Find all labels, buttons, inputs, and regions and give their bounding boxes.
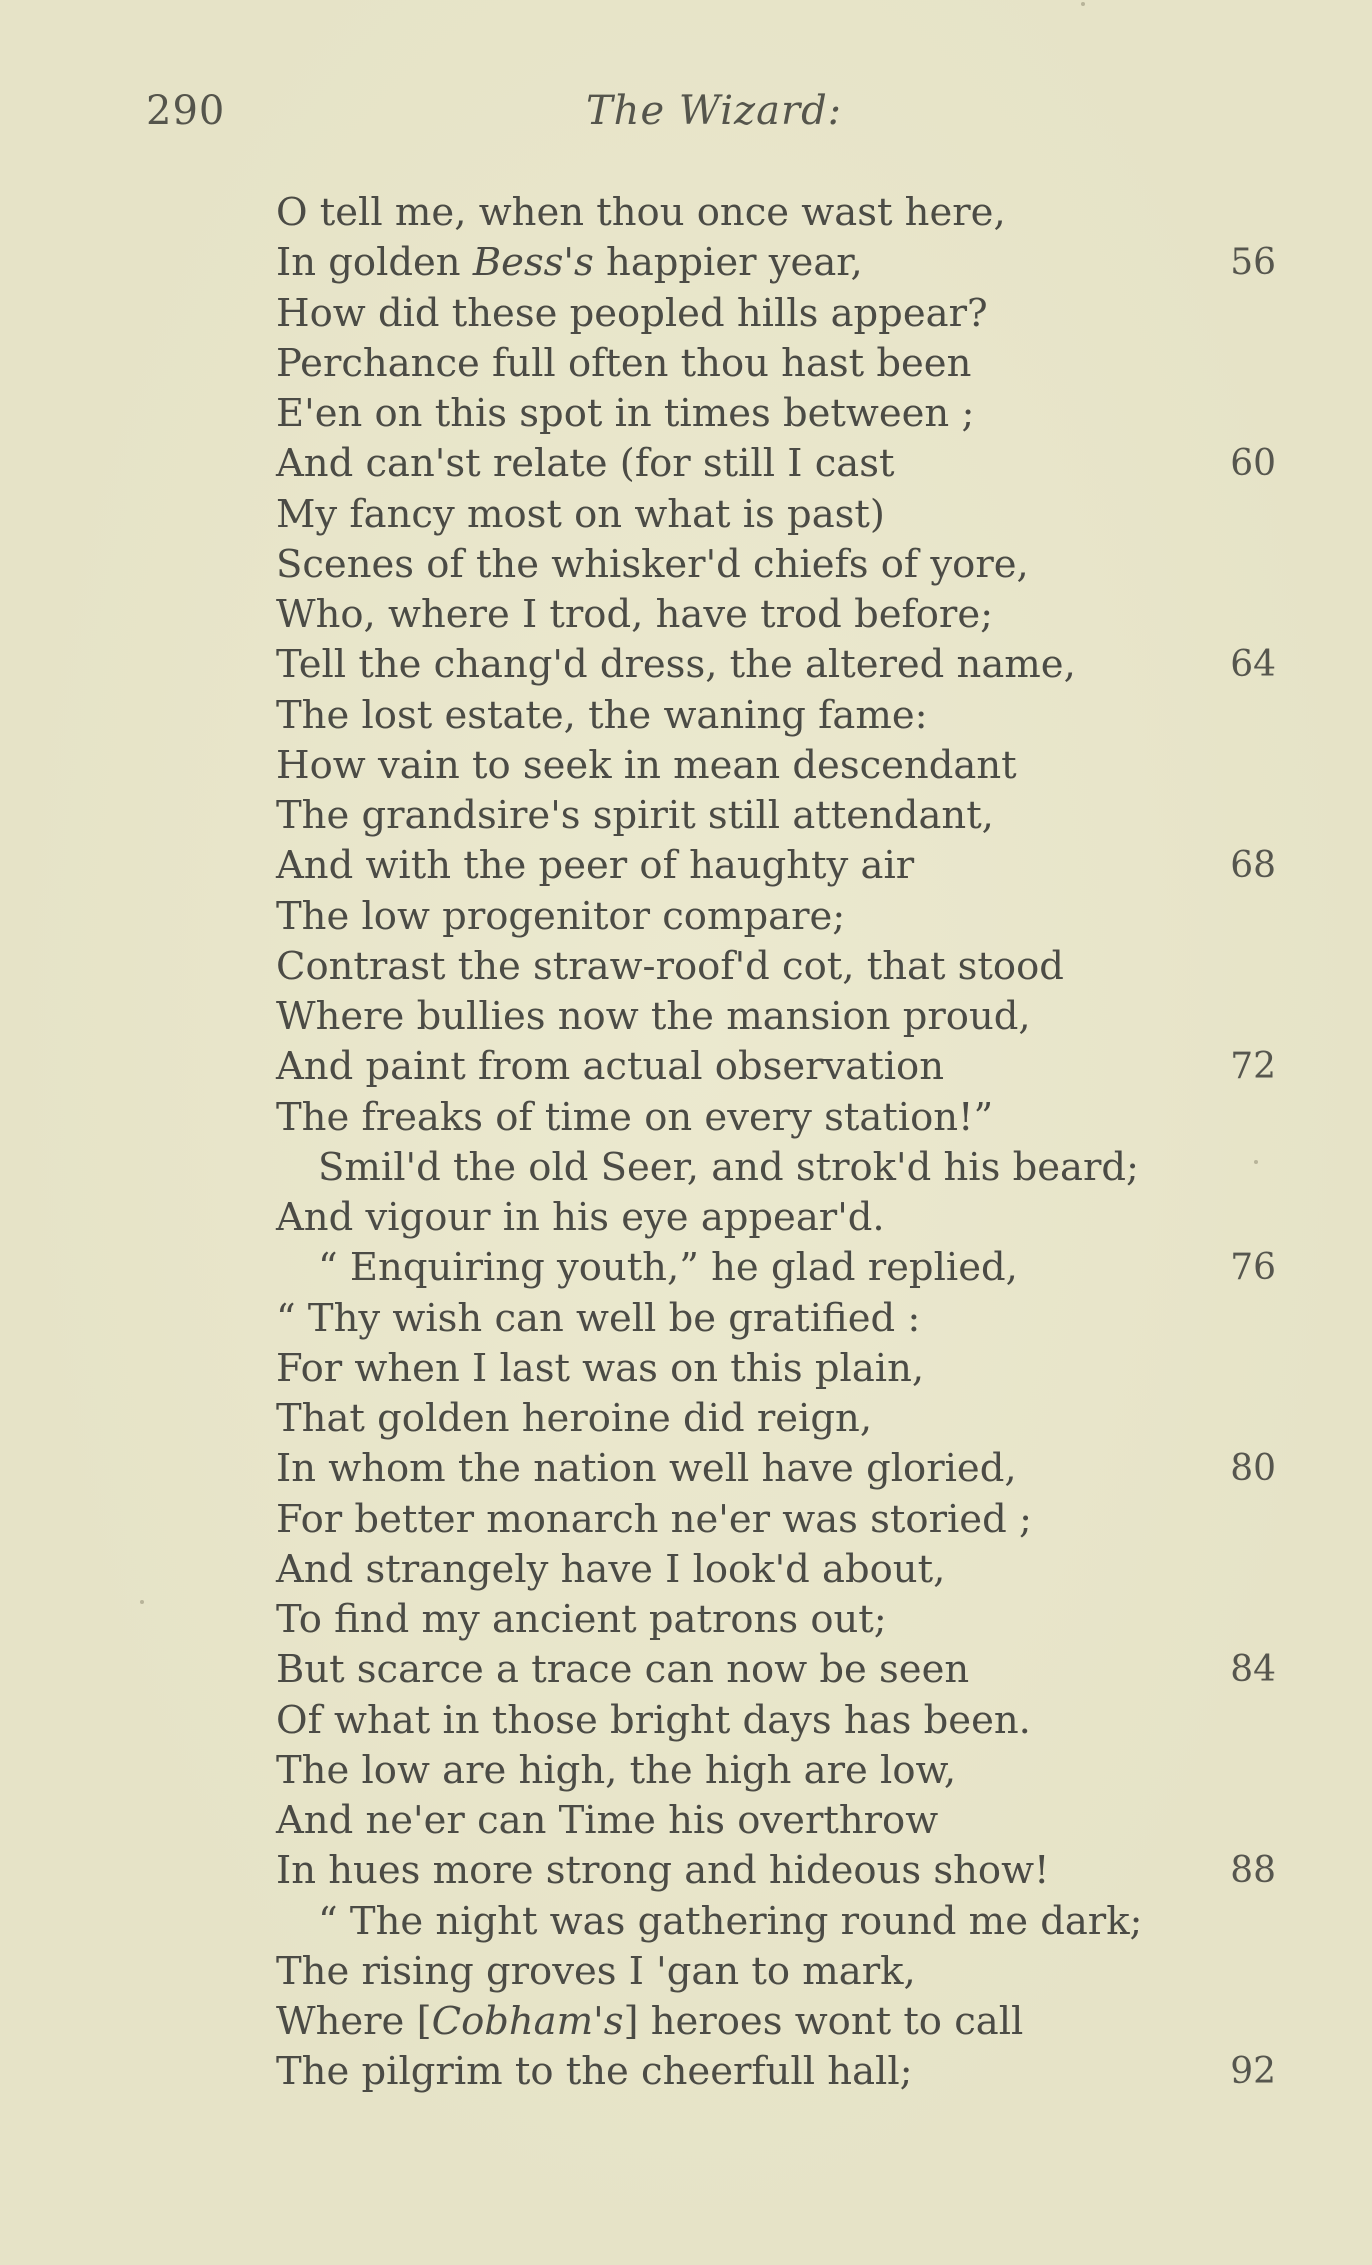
poem-line-text: The lost estate, the waning fame: bbox=[276, 692, 928, 738]
poem-line-text: How did these peopled hills appear? bbox=[276, 290, 988, 336]
page-number: 290 bbox=[146, 88, 226, 134]
poem-line bbox=[276, 841, 1276, 891]
poem-line-text: E'en on this spot in times between ; bbox=[276, 391, 975, 436]
poem-line bbox=[276, 1897, 1276, 1947]
poem-line-text: The pilgrim to the cheerfull hall; bbox=[276, 2049, 913, 2095]
poem-line bbox=[276, 1093, 1276, 1143]
poem-line-text: And paint from actual observation bbox=[276, 1044, 944, 1090]
poem-line-text: And ne'er can Time his overthrow bbox=[276, 1798, 939, 1843]
poem-line bbox=[276, 1746, 1276, 1796]
line-number: 64 bbox=[1230, 644, 1276, 686]
poem-line bbox=[276, 791, 1276, 841]
line-number: 76 bbox=[1230, 1247, 1276, 1289]
poem-line-text: Tell the chang'd dress, the altered name, bbox=[276, 642, 1076, 688]
poem-line-text: Scenes of the whisker'd chiefs of yore, bbox=[276, 541, 1029, 587]
poem-line-text: O tell me, when thou once wast here, bbox=[276, 190, 1006, 235]
poem-line-text: The rising groves I 'gan to mark, bbox=[276, 1948, 916, 1994]
poem-line-text: And with the peer of haughty air bbox=[276, 843, 915, 889]
poem-line-text: In golden Bess's happier year, bbox=[276, 240, 863, 286]
poem-line bbox=[276, 640, 1276, 690]
poem-line-text: Smil'd the old Seer, and strok'd his beard; bbox=[318, 1144, 1139, 1190]
poem-line bbox=[276, 942, 1276, 992]
poem-line bbox=[276, 992, 1276, 1042]
poem-line-text: The low are high, the high are low, bbox=[276, 1747, 957, 1793]
poem-line-text: In whom the nation well have gloried, bbox=[276, 1446, 1017, 1492]
poem-line bbox=[276, 1696, 1276, 1746]
poem-line bbox=[276, 892, 1276, 942]
poem-line-text: How vain to seek in mean descendant bbox=[276, 742, 1017, 788]
poem-line-text: And strangely have I look'd about, bbox=[276, 1546, 946, 1592]
paper-speck bbox=[1254, 1160, 1258, 1164]
poem-line bbox=[276, 1645, 1276, 1695]
line-number: 88 bbox=[1230, 1850, 1276, 1892]
page-header bbox=[0, 88, 1372, 148]
poem-line bbox=[276, 1997, 1276, 2047]
poem-line bbox=[276, 1344, 1276, 1394]
poem-line-text: Who, where I trod, have trod before; bbox=[276, 592, 994, 637]
poem-line-text: And vigour in his eye appear'd. bbox=[276, 1195, 885, 1240]
poem-line-text: In hues more strong and hideous show! bbox=[276, 1848, 1050, 1894]
line-number: 60 bbox=[1230, 443, 1276, 485]
line-number: 68 bbox=[1230, 845, 1276, 887]
poem-line-text: The low progenitor compare; bbox=[276, 893, 846, 939]
poem-line-text: But scarce a trace can now be seen bbox=[276, 1647, 970, 1693]
line-number: 80 bbox=[1230, 1448, 1276, 1490]
poem-line bbox=[276, 1495, 1276, 1545]
poem-line bbox=[276, 490, 1276, 540]
poem-line-text: “ The night was gathering round me dark; bbox=[318, 1898, 1143, 1944]
poem-line bbox=[276, 1947, 1276, 1997]
poem-line-text: That golden heroine did reign, bbox=[276, 1396, 873, 1441]
poem-line-text: Perchance full often thou hast been bbox=[276, 340, 972, 386]
poem-line-text: My fancy most on what is past) bbox=[276, 491, 885, 537]
poem-line bbox=[276, 1143, 1276, 1193]
poem-line bbox=[276, 238, 1276, 288]
poem-line-text: “ Enquiring youth,” he glad replied, bbox=[318, 1245, 1018, 1291]
poem-line-text: Where bullies now the mansion proud, bbox=[276, 994, 1031, 1039]
poem-line bbox=[276, 389, 1276, 439]
poem-line-text: Where [Cobham's] heroes wont to call bbox=[276, 1999, 1024, 2044]
poem-line bbox=[276, 691, 1276, 741]
paper-speck bbox=[140, 1600, 144, 1604]
poem-line-text: The grandsire's spirit still attendant, bbox=[276, 793, 994, 838]
poem-line bbox=[276, 1595, 1276, 1645]
poem-line bbox=[276, 1444, 1276, 1494]
poem-line-text: To find my ancient patrons out; bbox=[276, 1597, 887, 1642]
poem-line-text: For better monarch ne'er was storied ; bbox=[276, 1496, 1032, 1542]
poem-line bbox=[276, 1193, 1276, 1243]
poem-line bbox=[276, 1394, 1276, 1444]
poem-line bbox=[276, 1545, 1276, 1595]
poem-line-text: For when I last was on this plain, bbox=[276, 1345, 925, 1391]
line-number: 84 bbox=[1230, 1649, 1276, 1691]
poem-line-text: And can'st relate (for still I cast bbox=[276, 441, 895, 487]
poem-line bbox=[276, 2047, 1276, 2097]
poem-line bbox=[276, 289, 1276, 339]
line-number: 72 bbox=[1230, 1046, 1276, 1088]
paper-speck bbox=[1081, 2, 1085, 6]
poem-line bbox=[276, 590, 1276, 640]
poem-line-text: The freaks of time on every station!” bbox=[276, 1094, 994, 1140]
poem-line-text: Contrast the straw-roof'd cot, that stood bbox=[276, 943, 1064, 989]
line-number: 56 bbox=[1230, 242, 1276, 284]
poem-line bbox=[276, 188, 1276, 238]
running-title: The Wizard: bbox=[586, 88, 843, 134]
poem-line bbox=[276, 439, 1276, 489]
poem-line bbox=[276, 1846, 1276, 1896]
poem-line bbox=[276, 1243, 1276, 1293]
poem-text bbox=[276, 188, 1276, 2098]
poem-line bbox=[276, 339, 1276, 389]
poem-line bbox=[276, 540, 1276, 590]
poem-line-text: “ Thy wish can well be gratified : bbox=[276, 1295, 921, 1341]
poem-line bbox=[276, 1294, 1276, 1344]
poem-line bbox=[276, 1796, 1276, 1846]
poem-line-text: Of what in those bright days has been. bbox=[276, 1697, 1031, 1743]
poem-line bbox=[276, 741, 1276, 791]
poem-line bbox=[276, 1042, 1276, 1092]
line-number: 92 bbox=[1230, 2051, 1276, 2093]
